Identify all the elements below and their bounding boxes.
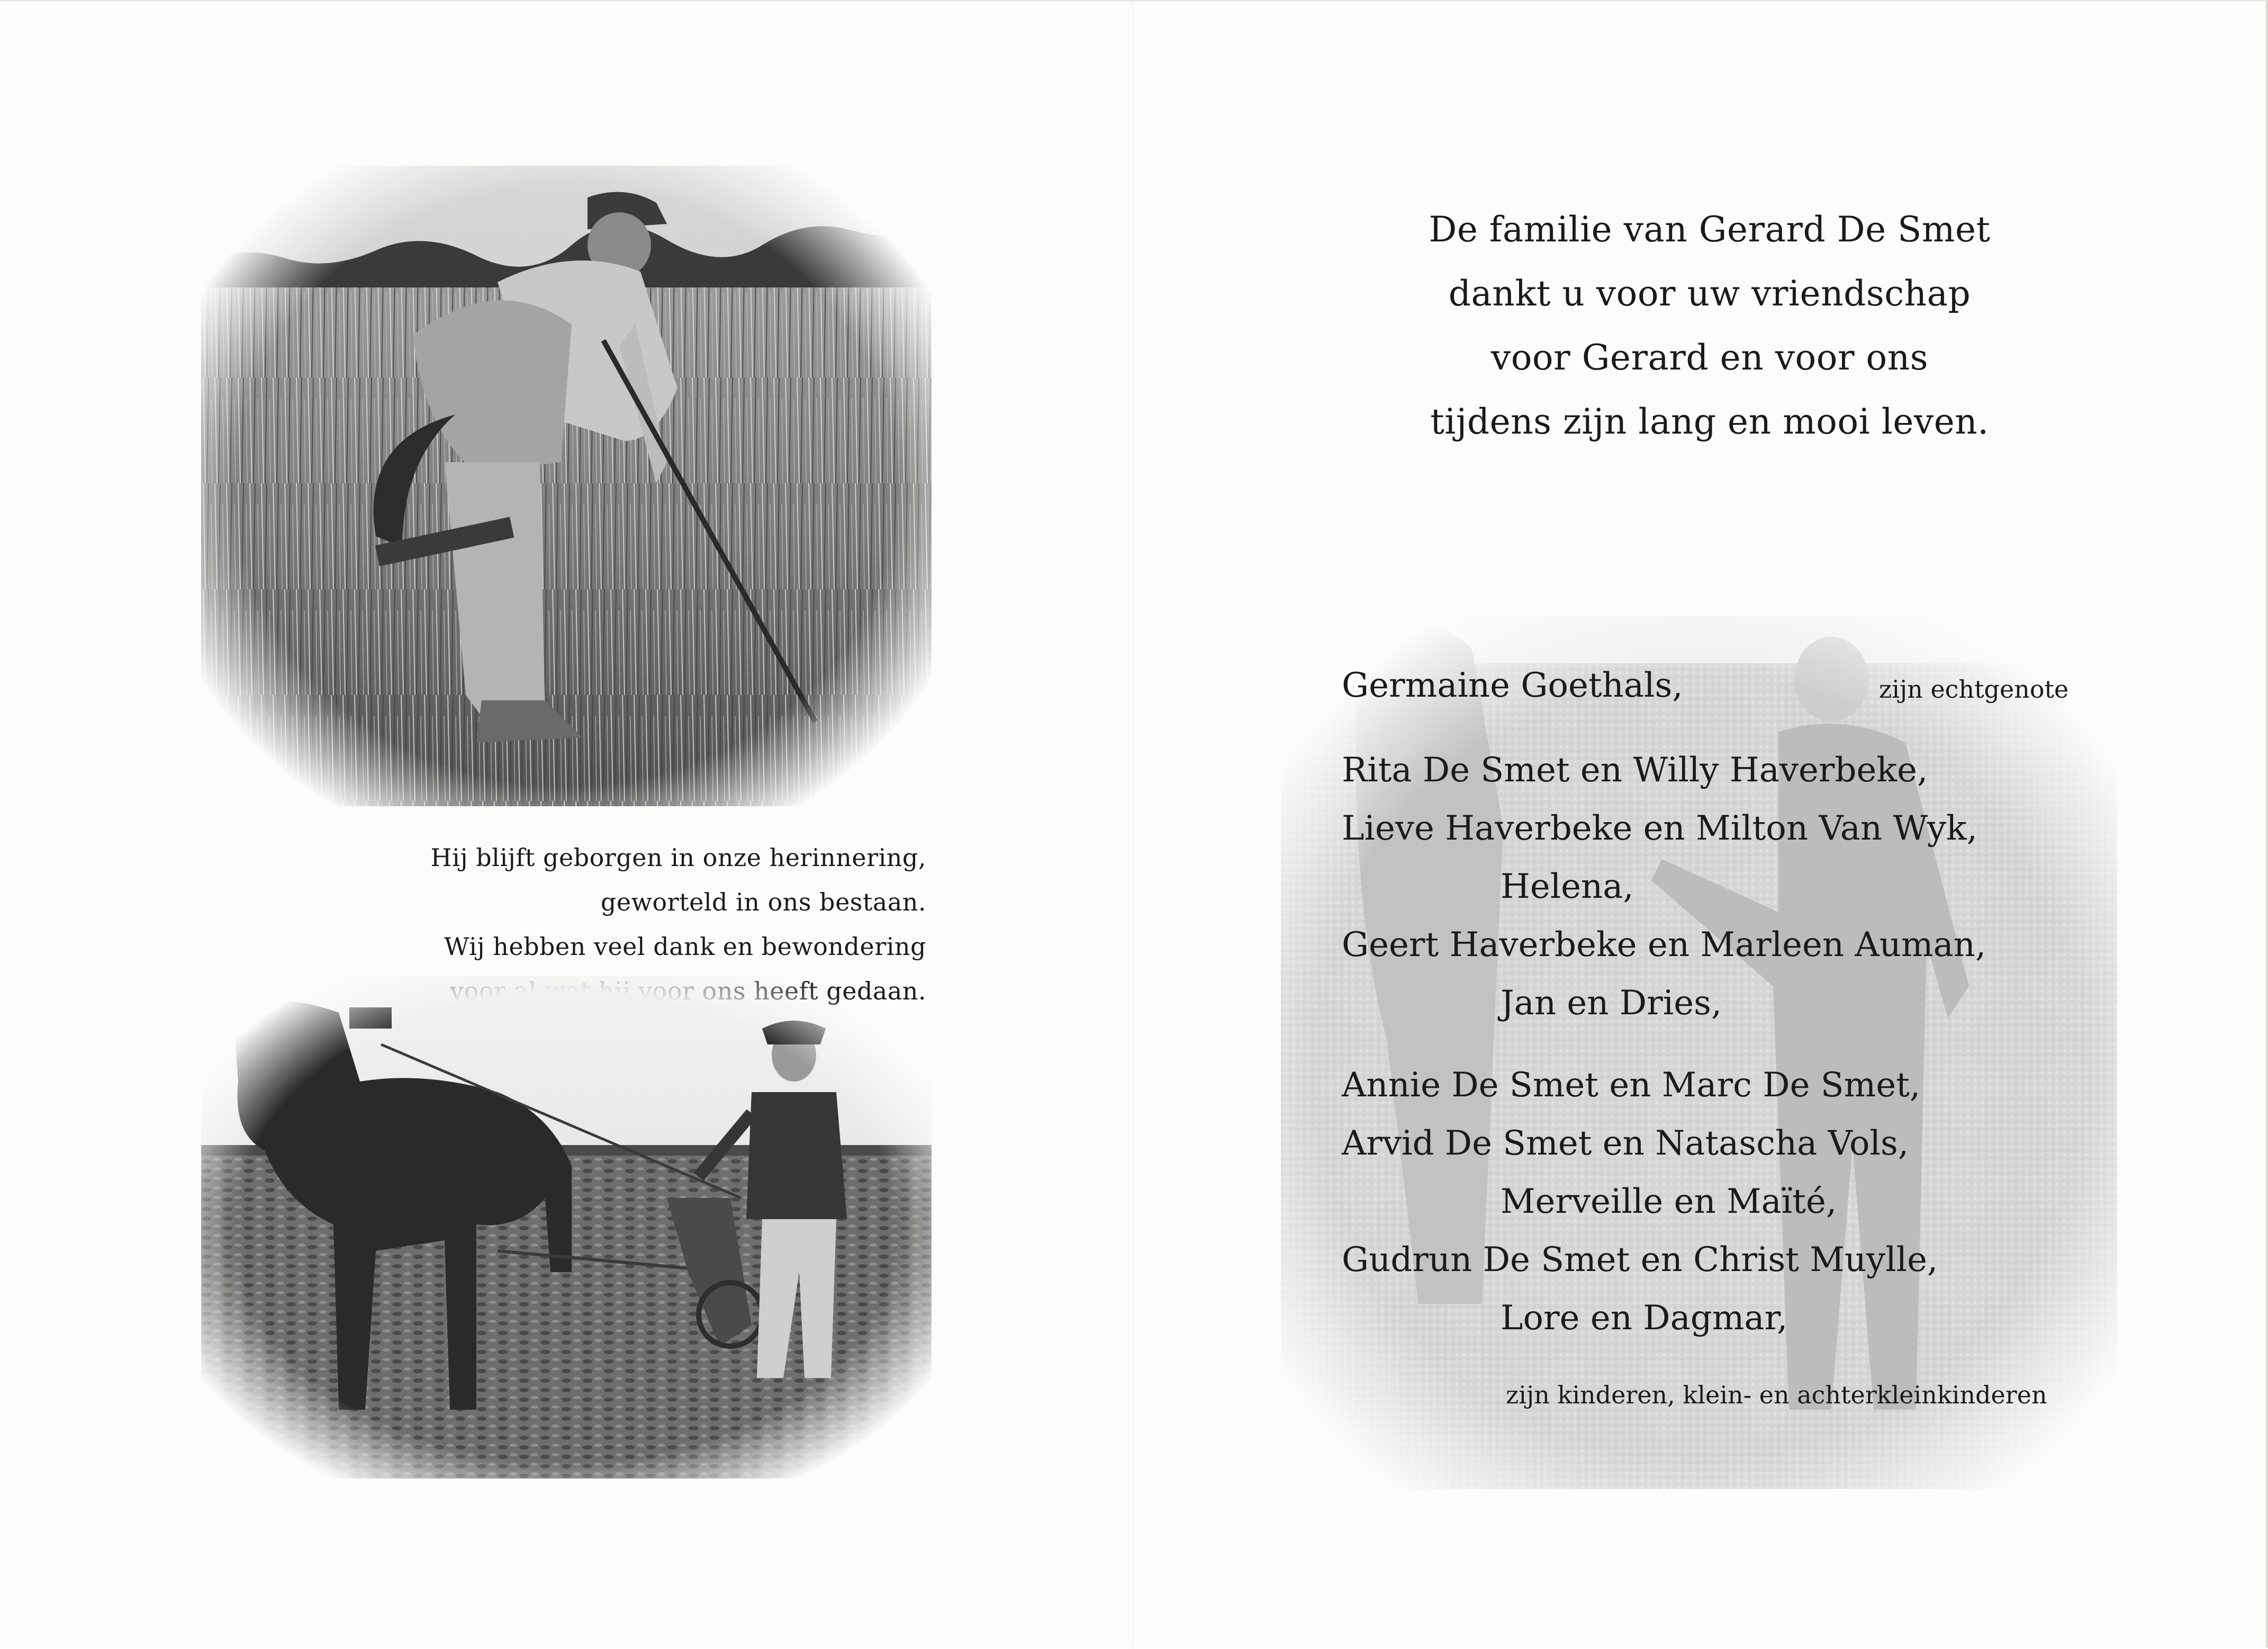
family-line: Geert Haverbeke en Marleen Auman, [1342,925,1986,965]
family-line: Gudrun De Smet en Christ Muylle, [1342,1240,1938,1279]
thanks-message [1344,197,2075,454]
children-role: zijn kinderen, klein- en achterkleinkinderen [1506,1381,2047,1409]
family-line: Lore en Dagmar, [1501,1299,1788,1338]
family-line: Rita De Smet en Willy Haverbeke, [1342,751,1928,790]
thanks-line: tijdens zijn lang en mooi leven. [1430,401,1989,442]
thanks-line: voor Gerard en voor ons [1490,337,1929,378]
thanks-line: dankt u voor uw vriendschap [1448,273,1971,314]
card-fold [1133,2,1134,1649]
poem-line: Wij hebben veel dank en bewondering [444,932,926,961]
thanks-line: De familie van Gerard De Smet [1429,209,1991,250]
family-line: Helena, [1501,867,1634,906]
spouse-role: zijn echtgenote [1879,675,2069,704]
spouse-name: Germaine Goethals, [1342,666,1683,705]
photo-horse-and-plough [201,976,932,1479]
poem-line: Hij blijft geborgen in onze herinnering, [430,843,926,872]
family-line: Arvid De Smet en Natascha Vols, [1342,1124,1909,1163]
family-line: Lieve Haverbeke en Milton Van Wyk, [1342,809,1978,848]
poem-line: geworteld in ons bestaan. [600,888,926,916]
family-line: Annie De Smet en Marc De Smet, [1342,1066,1921,1105]
family-line: Jan en Dries, [1501,984,1722,1023]
family-line: Merveille en Maïté, [1501,1182,1837,1221]
photo-farmer-with-sickle [201,166,932,806]
background-photo-farmer-with-horse [1281,616,2117,1489]
